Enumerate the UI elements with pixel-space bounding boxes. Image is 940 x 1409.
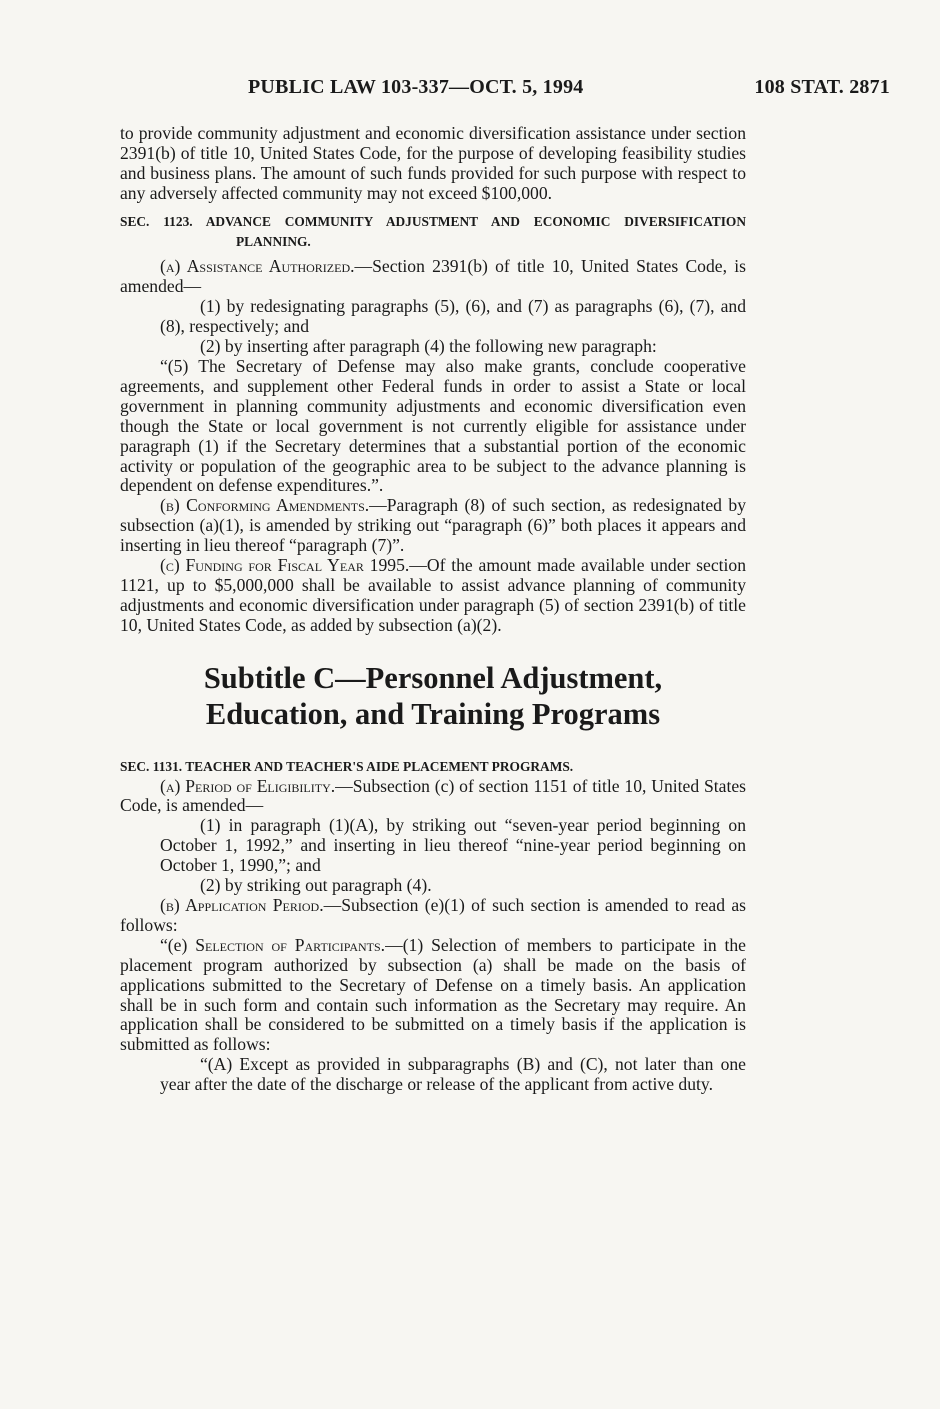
section-1131-para-2: (2) by striking out paragraph (4). [200, 875, 432, 896]
section-1123-subsection-a [120, 257, 746, 297]
subsection-b-text: —Paragraph (8) of such section, as redesignated by subsection (a)(1), is amended by striking out “paragraph (6)” both places it appears and inserting in lieu thereof “paragraph (7)”. [120, 495, 746, 556]
section-1123-subsection-c [120, 556, 746, 636]
subsection-e-label: Selection of Participants. [195, 934, 386, 955]
section-1131-heading: SEC. 1131. TEACHER AND TEACHER'S AIDE PLACEMENT PROGRAMS. [120, 758, 574, 774]
subtitle-line-1: Subtitle C—Personnel Adjustment, [203, 660, 663, 695]
subsection-a-label: (a) Assistance Authorized. [160, 256, 355, 277]
subsection-c-label: (c) Funding for Fiscal Year 1995. [160, 555, 410, 576]
section-1131-subsection-a [120, 777, 746, 817]
section-1131-para-1: (1) in paragraph (1)(A), by striking out “seven-year period beginning on October 1, 1992,” and inserting in lieu thereof “nine-year period beginning on October 1, 1990,”; and [160, 815, 746, 876]
subtitle-line-2: Education, and Training Programs [205, 696, 661, 731]
intro-paragraph: to provide community adjustment and economic diversification assistance under section 2391(b) of title 10, United States Code, for the purpose of developing feasibility studies and business plans. The amount of such funds provided for such purpose with respect to any adversely affected community may not exceed $100,000. [120, 123, 746, 203]
running-title: PUBLIC LAW 103-337—OCT. 5, 1994 [248, 76, 584, 98]
quote-open: “(e) [160, 934, 196, 955]
subsection-e-text: —(1) Selection of members to participate in the placement program authorized by subsection (a) shall be made on the basis of applications submitted to the Secretary of Defense on a timely basis. An application shall be in such form and contain such information as the Secretary may require. An application shall be considered to be submitted on a timely basis if the application is submitted as follows: [120, 934, 746, 1055]
subsection-b-label: (b) Conforming Amendments. [160, 495, 370, 516]
section-1123-para-2: (2) by inserting after paragraph (4) the following new paragraph: [200, 336, 657, 357]
subsection-b-text: —Subsection (e)(1) of such section is amended to read as follows: [120, 895, 746, 935]
section-1123-quoted-para-5: “(5) The Secretary of Defense may also make grants, conclude cooperative agreements, and supplement other Federal funds in order to assist a State or local government in planning community adjustments and economic diversification even though the State or local government is not currently eligible for assistance under paragraph (1) if the Secretary determines that a substantial portion of the economic activity or population of the geographic area to be subject to the advance planning is dependent on defense expenditures.”. [120, 355, 746, 496]
section-1131-subsection-b [120, 896, 746, 936]
subsection-c-text: —Of the amount made available under section 1121, up to $5,000,000 shall be available to assist advance planning of community adjustments and economic diversification under paragraph (5) of section 2391(b) of title 10, United States Code, as added by subsection (a)(2). [120, 555, 746, 635]
section-1131-quoted-subsection-e [120, 936, 746, 1055]
section-1123-para-1: (1) by redesignating paragraphs (5), (6), and (7) as paragraphs (6), (7), and (8), respectively; and [160, 296, 746, 337]
subsection-a-text: —Subsection (c) of section 1151 of title 10, United States Code, is amended— [120, 775, 746, 816]
stat-citation: 108 STAT. 2871 [754, 76, 890, 98]
page-header [120, 76, 890, 102]
page-body [120, 124, 746, 1095]
section-1123-heading: SEC. 1123. ADVANCE COMMUNITY ADJUSTMENT AND ECONOMIC DIVERSIFICATION PLANNING. [120, 213, 746, 249]
subtitle-heading [120, 660, 746, 732]
section-1131-quoted-subpara-a: “(A) Except as provided in subparagraphs (B) and (C), not later than one year after the date of the discharge or release of the applicant from active duty. [160, 1054, 746, 1095]
section-1123-subsection-b [120, 496, 746, 556]
subsection-a-label: (a) Period of Eligibility. [160, 775, 336, 796]
subsection-a-text: —Section 2391(b) of title 10, United States Code, is amended— [120, 256, 746, 297]
subsection-b-label: (b) Application Period. [160, 895, 324, 915]
